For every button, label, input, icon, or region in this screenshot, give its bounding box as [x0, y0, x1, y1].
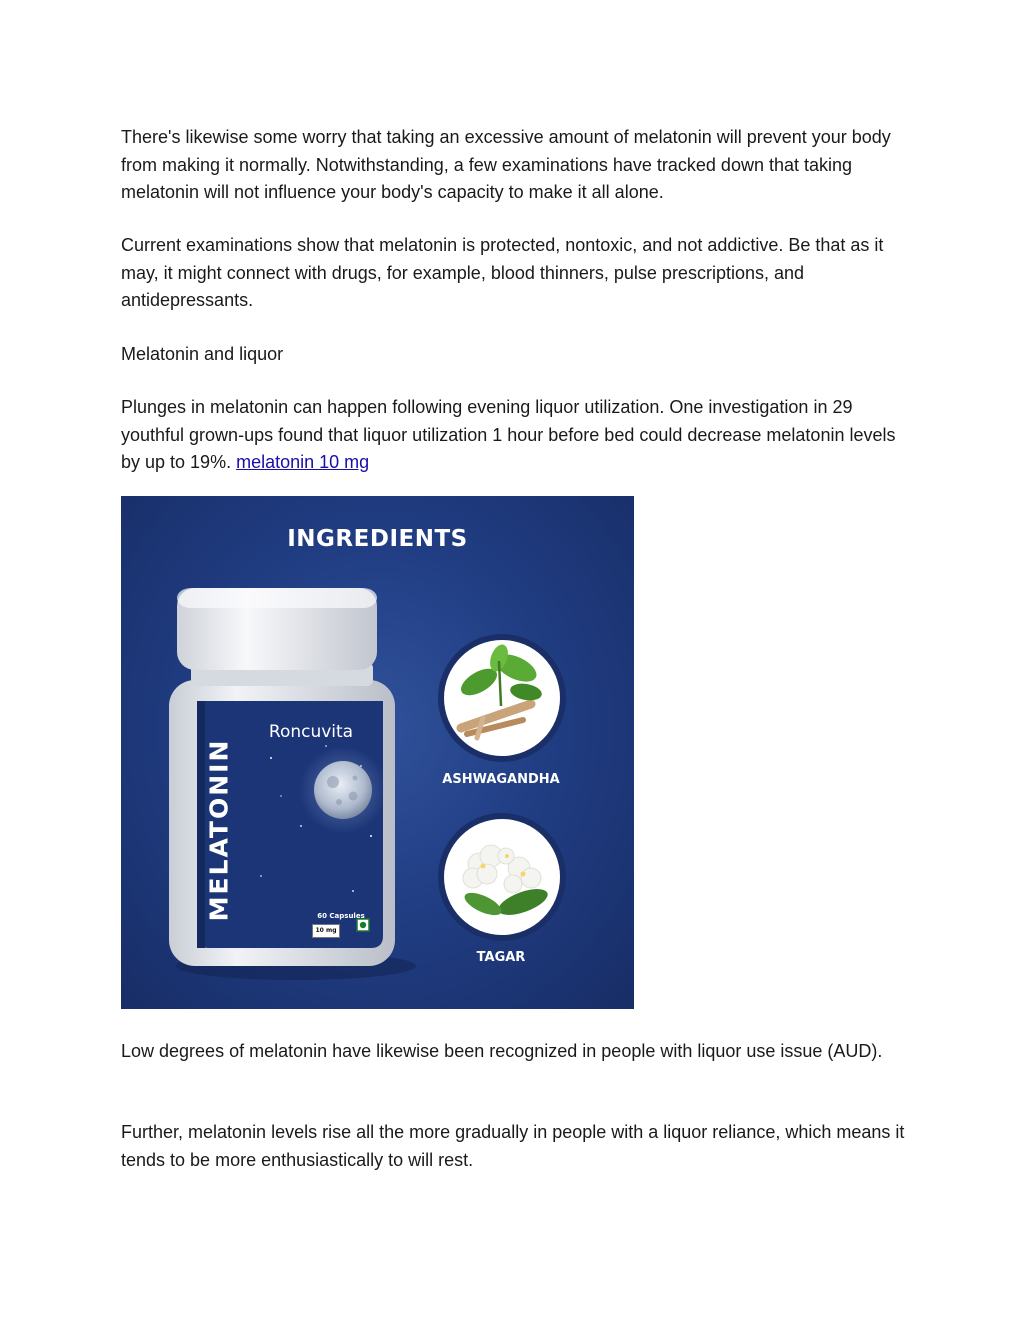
paragraph-melatonin-safety: Current examinations show that melatonin is protected, nontoxic, and not addictive. Be that as it may, it might connect with drugs, for example, blood thinners, pulse prescriptions, and antidepressants. [121, 235, 884, 310]
cap-highlight [177, 588, 377, 608]
paragraph-aud: Low degrees of melatonin have likewise been recognized in people with liquor use issue (AUD). [121, 1041, 883, 1061]
paragraph-liquor-reliance: Further, melatonin levels rise all the more gradually in people with a liquor reliance, which means it tends to be more enthusiastically to will rest. [121, 1122, 905, 1170]
product-illustration [121, 496, 634, 1009]
tagar-circle [444, 819, 560, 935]
dose-badge: 10 mg [312, 924, 340, 938]
product-ingredients-image [121, 496, 634, 1009]
paragraph-melatonin-production: There's likewise some worry that taking an excessive amount of melatonin will prevent your body from making it normally. Notwithstanding, a few examinations have tracked down that taking melatonin will not influence your body's capacity to make it all alone. [121, 127, 891, 202]
paragraph-liquor-study-text: Plunges in melatonin can happen following evening liquor utilization. One investigation in 29 youthful grown-ups found that liquor utilization 1 hour before bed could decrease melatonin levels by up to 19%. [121, 397, 896, 472]
melatonin-10mg-link[interactable]: melatonin 10 mg [236, 452, 370, 472]
ingredients-title: INGREDIENTS [287, 526, 468, 552]
product-name-vertical: MELATONIN [204, 738, 234, 922]
brand-logo: Roncuvita [268, 722, 354, 742]
section-heading-melatonin-liquor: Melatonin and liquor [121, 344, 284, 364]
ingredient-label-ashwagandha: ASHWAGANDHA [442, 772, 560, 787]
veg-mark-dot [360, 922, 366, 928]
moon-icon [314, 761, 372, 819]
capsule-count: 60 Capsules [317, 912, 365, 920]
ingredient-label-tagar: TAGAR [476, 950, 526, 965]
paragraph-liquor-study [121, 394, 911, 477]
